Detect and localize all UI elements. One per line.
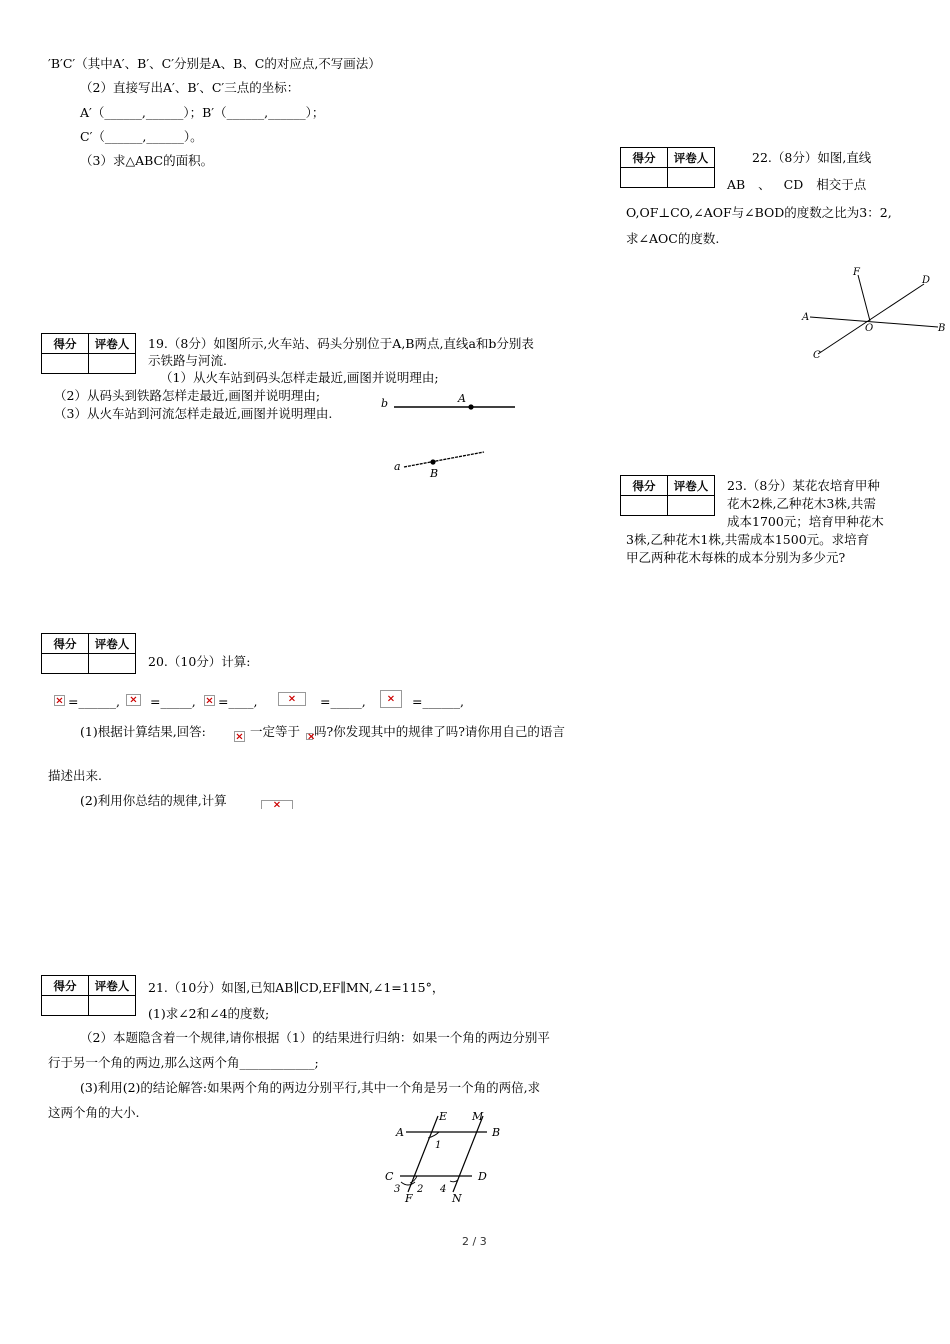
score-label: 得分 — [621, 476, 668, 496]
q20-part1-c: 吗?你发现其中的规律了吗?请你用自己的语言 — [314, 724, 565, 739]
q21-figure — [382, 1108, 512, 1204]
grader-cell[interactable] — [668, 496, 715, 516]
grader-cell[interactable] — [89, 996, 136, 1016]
broken-image-icon — [234, 731, 245, 742]
q22-head: 22.（8分）如图,直线 — [752, 150, 872, 165]
label-a-line: a — [394, 460, 401, 473]
q20-head: 20.（10分）计算: — [148, 654, 251, 669]
q18-continued-line: ′B′C′（其中A′、B′、C′分别是A、B、C的对应点,不写画法） — [48, 56, 381, 71]
q20-part1-a: (1)根据计算结果,回答: — [80, 724, 206, 739]
line-ef — [408, 1116, 438, 1192]
point-a — [468, 404, 473, 409]
q23-line3: 成本1700元；培育甲种花木 — [727, 514, 884, 529]
q19-part2: （2）从码头到铁路怎样走最近,画图并说明理由; — [54, 388, 321, 403]
grader-label: 评卷人 — [668, 476, 715, 496]
score-cell[interactable] — [42, 354, 89, 374]
q19-line2: 示铁路与河流. — [148, 353, 227, 368]
broken-image-icon — [204, 695, 215, 706]
q21-part2-a: （2）本题隐含着一个规律,请你根据（1）的结果进行归纳：如果一个角的两边分别平 — [80, 1030, 550, 1045]
score-label: 得分 — [42, 634, 89, 654]
q21-part3-a: (3)利用(2)的结论解答:如果两个角的两边分别平行,其中一个角是另一个角的两倍,求 — [80, 1080, 541, 1095]
q21-part3-b: 这两个角的大小. — [48, 1105, 140, 1120]
q19-part1: （1）从火车站到码头怎样走最近,画图并说明理由; — [160, 370, 439, 385]
q19-line1: 19.（8分）如图所示,火车站、码头分别位于A,B两点,直线a和b分别表 — [148, 336, 534, 351]
label-a: A — [396, 1126, 404, 1139]
grader-label: 评卷人 — [89, 634, 136, 654]
label-o: O — [865, 323, 874, 334]
broken-image-icon — [126, 694, 141, 706]
q22-figure — [798, 262, 948, 364]
label-d: D — [478, 1170, 487, 1183]
q21-part2-b: 行于另一个角的两边,那么这两个角____________; — [48, 1055, 319, 1070]
label-angle-2: 2 — [417, 1184, 424, 1195]
broken-image-icon — [380, 690, 402, 708]
score-label: 得分 — [621, 148, 668, 168]
q22-line2: AB 、 CD 相交于点 — [727, 177, 867, 192]
label-e: E — [439, 1110, 448, 1123]
label-n: N — [452, 1192, 462, 1204]
q20-part1-d: 描述出来. — [48, 768, 102, 783]
label-a-point: A — [458, 392, 466, 405]
q21-part1: (1)求∠2和∠4的度数; — [148, 1006, 270, 1021]
label-b: B — [492, 1126, 501, 1139]
q22-line4: 求∠AOC的度数. — [626, 231, 720, 246]
label-angle-4: 4 — [440, 1184, 447, 1195]
grader-cell[interactable] — [668, 168, 715, 188]
q19-part3: （3）从火车站到河流怎样走最近,画图并说明理由. — [54, 406, 333, 421]
q18-part3: （3）求△ABC的面积。 — [80, 153, 214, 168]
q18-coords-ab: A′（______,______）；B′（______,______）； — [80, 105, 325, 120]
broken-image-icon — [261, 800, 293, 809]
railway-line-a — [404, 452, 484, 467]
label-d: D — [922, 275, 931, 286]
q23-line2: 花木2株,乙种花木3株,共需 — [727, 496, 876, 511]
grader-label: 评卷人 — [89, 334, 136, 354]
grader-label: 评卷人 — [668, 148, 715, 168]
score-cell[interactable] — [42, 654, 89, 674]
label-a: A — [802, 312, 810, 323]
score-box-q21 — [41, 975, 136, 1016]
label-c: C — [385, 1170, 394, 1183]
q20-blank-2: =_____, — [150, 694, 196, 709]
label-f: F — [853, 267, 860, 278]
grader-cell[interactable] — [89, 354, 136, 374]
label-m: M — [472, 1110, 484, 1123]
q18-part2: （2）直接写出A′、B′、C′三点的坐标： — [80, 80, 300, 95]
line-ab — [810, 317, 938, 327]
q19-figure — [378, 390, 523, 482]
q21-line1: 21.（10分）如图,已知AB∥CD,EF∥MN,∠1=115°， — [148, 980, 445, 995]
label-angle-3: 3 — [394, 1184, 401, 1195]
q20-blank-3: =____, — [218, 694, 258, 709]
label-b-line: b — [381, 397, 389, 410]
q23-line5: 甲乙两种花木每株的成本分别为多少元? — [626, 550, 846, 565]
ray-of — [858, 275, 870, 321]
label-b: B — [938, 323, 946, 334]
q23-line4: 3株,乙种花木1株,共需成本1500元。求培育 — [626, 532, 870, 547]
q20-blank-5: =______, — [412, 694, 464, 709]
score-box-q19 — [41, 333, 136, 374]
point-b — [430, 459, 435, 464]
grader-cell[interactable] — [89, 654, 136, 674]
page-number: 2 / 3 — [462, 1235, 487, 1248]
score-cell[interactable] — [621, 168, 668, 188]
score-label: 得分 — [42, 976, 89, 996]
broken-image-icon — [54, 695, 65, 706]
q20-blank-4: =_____, — [320, 694, 366, 709]
label-c: C — [813, 350, 821, 361]
score-cell[interactable] — [42, 996, 89, 1016]
q22-line3: O,OF⊥CO,∠AOF与∠BOD的度数之比为3：2, — [626, 205, 892, 220]
score-box-q23 — [620, 475, 715, 516]
q20-part1-b: 一定等于 — [250, 724, 301, 739]
q18-coords-c: C′（______,______）。 — [80, 129, 203, 144]
label-b-point: B — [430, 467, 439, 480]
score-cell[interactable] — [621, 496, 668, 516]
broken-image-icon — [306, 733, 313, 740]
label-angle-1: 1 — [435, 1140, 442, 1151]
q23-line1: 23.（8分）某花农培育甲种 — [727, 478, 880, 493]
angle-3-arc — [401, 1182, 415, 1185]
score-label: 得分 — [42, 334, 89, 354]
score-box-q22 — [620, 147, 715, 188]
q20-part2: (2)利用你总结的规律,计算 — [80, 793, 227, 808]
broken-image-icon — [278, 692, 306, 706]
score-box-q20 — [41, 633, 136, 674]
q20-blank-1: =______, — [68, 694, 120, 709]
label-f: F — [405, 1192, 413, 1204]
angle-1-arc — [428, 1132, 439, 1138]
grader-label: 评卷人 — [89, 976, 136, 996]
